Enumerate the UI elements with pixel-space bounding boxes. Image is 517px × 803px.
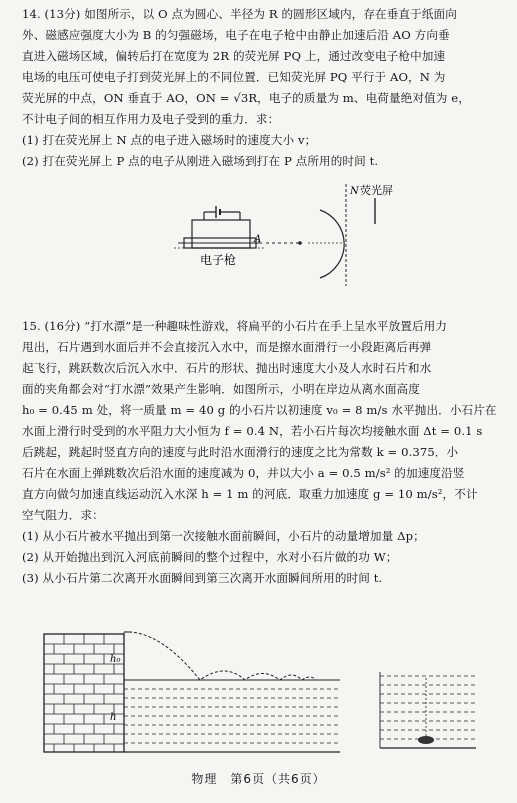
brick-wall: [44, 634, 124, 752]
q15-line-8: 石片在水面上弹跳数次后沿水面的速度减为 0，并以大小 a = 0.5 m/s² 的加速度沿竖: [22, 466, 465, 480]
q15-line-9: 直方向做匀加速直线运动沉入水深 h = 1 m 的河底．取重力加速度 g = 10 m/s²，不计: [22, 487, 478, 501]
screen-label: 荧光屏: [360, 184, 393, 197]
gun-circuit-outline: [192, 220, 250, 248]
q15-line-2: 甩出，石片遇到水面后并不会直接沉入水中，而是擦水面滑行一小段距离后再弹: [22, 340, 432, 354]
q15-subquestion-2: (2) 从开始抛出到沉入河底前瞬间的整个过程中，水对小石片做的功 W；: [22, 550, 398, 564]
q15-figure: [40, 612, 490, 762]
q15-line-4: 面的夹角都会对“打水漂”效果产生影响．如图所示，小明在岸边从离水面高度: [22, 382, 420, 396]
stone-trajectory: [124, 632, 316, 680]
q14-subquestion-1: (1) 打在荧光屏上 N 点的电子进入磁场时的速度大小 v；: [22, 133, 317, 147]
question-15: [22, 316, 500, 589]
sinking-stone-inset: [380, 672, 476, 748]
h0-label: h₀: [110, 654, 121, 665]
q14-line-2: 外、磁感应强度大小为 B 的匀强磁场，电子在电子枪中由静止加速后沿 AO 方向垂: [22, 28, 450, 42]
q15-line-7: 后跳起，跳起时竖直方向的速度与此时沿水面滑行的速度之比为常数 k = 0.375．小: [22, 445, 459, 459]
q15-line-6: 水面上滑行时受到的水平阻力大小恒为 f = 0.4 N，若小石片每次均接触水面 Δt = 0.1 s: [22, 424, 483, 438]
point-n-label: N: [350, 186, 359, 197]
page-footer: 物理 第6页（共6页）: [191, 772, 326, 786]
water-layers: [124, 680, 340, 743]
q15-line-10: 空气阻力．求：: [22, 508, 104, 522]
h-label: h: [110, 712, 117, 723]
q15-line-5: h₀ = 0.45 m 处，将一质量 m = 40 g 的小石片以初速度 v₀ = 8 m/s 水平抛出．小石片在: [22, 403, 497, 417]
q15-line-1: 15. (16分) “打水漂”是一种趣味性游戏，将扁平的小石片在手上呈水平放置后用力: [22, 319, 448, 333]
point-a-label: A: [254, 234, 262, 245]
q14-line-6: 不计电子间的相互作用力及电子受到的重力．求：: [22, 112, 280, 126]
q14-line-4: 电场的电压可使电子打到荧光屏上的不同位置．已知荧光屏 PQ 平行于 AO，N 为: [22, 70, 446, 84]
q15-subquestion-1: (1) 从小石片被水平抛出到第一次接触水面前瞬间，小石片的动量增加量 Δp；: [22, 529, 425, 543]
q14-line-1: 14. (13分) 如图所示，以 O 点为圆心、半径为 R 的圆形区域内，存在垂直于纸面向: [22, 7, 457, 21]
stone-on-bed: [418, 736, 434, 744]
q14-figure: [170, 180, 400, 290]
question-14: [22, 4, 500, 172]
q14-line-3: 直进入磁场区域，偏转后打在宽度为 2R 的荧光屏 PQ 上，通过改变电子枪中加速: [22, 49, 446, 63]
q14-line-5: 荧光屏的中点，ON 垂直于 AO，ON = √3R，电子的质量为 m、电荷量绝对值为 e，: [22, 91, 470, 105]
electron-gun-label: 电子枪: [200, 253, 237, 267]
q14-subquestion-2: (2) 打在荧光屏上 P 点的电子从刚进入磁场到打在 P 点所用的时间 t.: [22, 154, 379, 168]
q15-line-3: 起飞行，跳跃数次后沉入水中．石片的形状、抛出时速度大小及人水时石片和水: [22, 361, 432, 375]
magnetic-field-boundary: [320, 210, 344, 278]
center-o-dot: [298, 241, 302, 245]
q15-subquestion-3: (3) 从小石片第二次离开水面瞬间到第三次离开水面瞬间所用的时间 t.: [22, 571, 383, 585]
